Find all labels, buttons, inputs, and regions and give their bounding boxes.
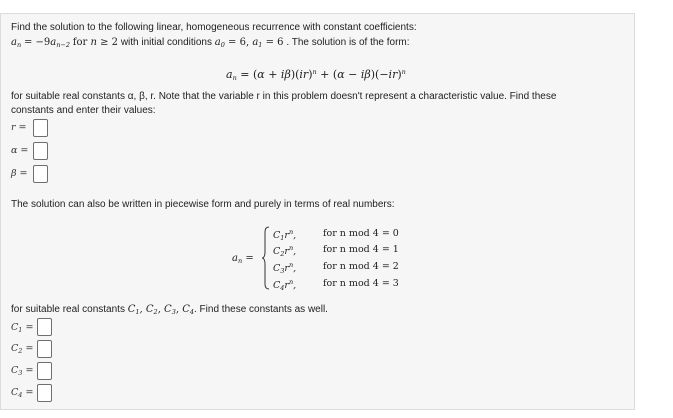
left-brace-icon: [262, 226, 270, 290]
description-line-2: constants and enter their values:: [11, 105, 156, 116]
case-3-expr: $C_3r^n$,: [273, 261, 297, 275]
c2-input[interactable]: [37, 340, 52, 358]
intro-text: Find the solution to the following linear, homogeneous recurrence with constant coefficients:: [11, 22, 417, 33]
alpha-label: α =: [11, 145, 29, 156]
case-3-condition: for n mod 4 = 2: [323, 261, 399, 272]
r-label: r =: [11, 122, 27, 133]
case-4-expr: $C_4r^n$,: [273, 278, 297, 292]
case-1-expr: $C_1r^n$,: [273, 228, 297, 242]
r-input[interactable]: [33, 119, 48, 137]
c3-label: $C_3$ =: [11, 365, 34, 377]
c4-label: $C_4$ =: [11, 387, 34, 399]
case-2-condition: for n mod 4 = 1: [323, 244, 399, 255]
c1-input[interactable]: [37, 318, 52, 336]
case-2-expr: $C_2r^n$,: [273, 244, 297, 258]
description-line-3: for suitable real constants $C_1$, $C_2$, $C_3$, $C_4$. Find these constants as well.: [11, 304, 328, 316]
piecewise-lhs: $a_n$ =: [232, 253, 254, 265]
alpha-input[interactable]: [33, 142, 48, 160]
beta-label: β =: [11, 168, 28, 179]
c1-label: $C_1$ =: [11, 322, 34, 334]
recurrence-line: $a_n = -9a_{n-2}$ for n ≥ 2 with initial conditions $a_0 = 6$, $a_1 = 6$ . The solution is of the form:: [11, 37, 410, 49]
case-4-condition: for n mod 4 = 3: [323, 278, 399, 289]
case-1-condition: for n mod 4 = 0: [323, 228, 399, 239]
description-line-1: for suitable real constants α, β, r. Note that the variable r in this problem doesn't represent a characteristic value. Find these: [11, 91, 557, 102]
solution-form-equation: $a_n = (\alpha + i\beta)(ir)^n + (\alpha - i\beta)(-ir)^n$: [226, 68, 406, 82]
beta-input[interactable]: [33, 165, 48, 183]
c4-input[interactable]: [37, 384, 52, 402]
c2-label: $C_2$ =: [11, 343, 34, 355]
piecewise-intro-text: The solution can also be written in piecewise form and purely in terms of real numbers:: [11, 199, 395, 210]
c3-input[interactable]: [37, 362, 52, 380]
